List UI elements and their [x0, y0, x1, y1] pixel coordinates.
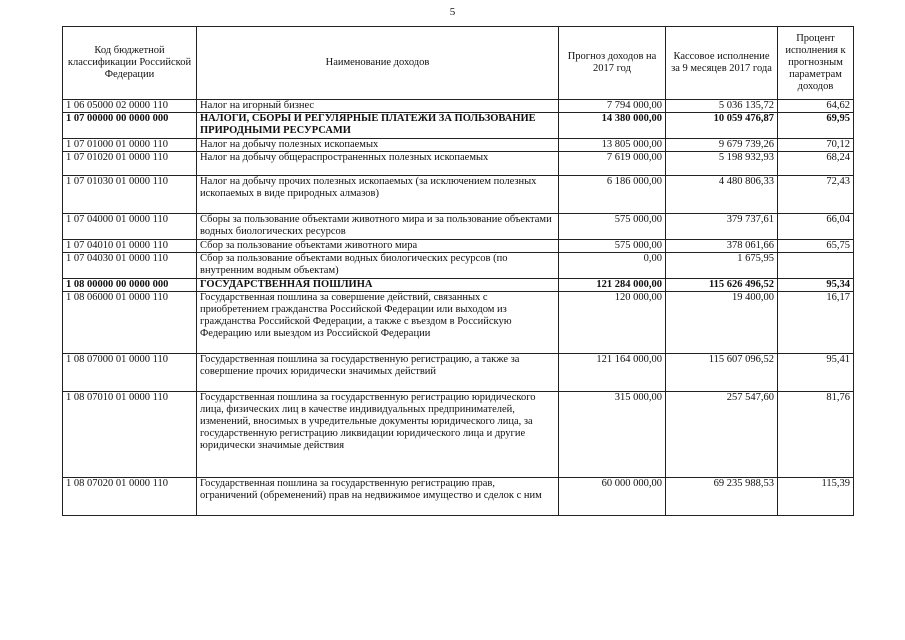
row-percent: 69,95: [778, 113, 854, 139]
row-code: 1 08 07010 01 0000 110: [63, 392, 197, 478]
row-code: 1 07 04030 01 0000 110: [63, 253, 197, 279]
row-percent: 70,12: [778, 139, 854, 152]
row-percent: 65,75: [778, 240, 854, 253]
row-code: 1 06 05000 02 0000 110: [63, 100, 197, 113]
table-header-row: [63, 27, 854, 100]
table-row: [63, 354, 854, 392]
row-name: Сборы за пользование объектами животного мира и за пользование объектами водных биологических ресурсов: [197, 214, 559, 240]
row-percent: 66,04: [778, 214, 854, 240]
row-execution: 19 400,00: [666, 292, 778, 354]
table-row: [63, 478, 854, 516]
row-percent: 64,62: [778, 100, 854, 113]
row-name: Государственная пошлина за государственную регистрацию юридического лица, физических лиц в качестве индивидуальных предпринимателей, изменений, вносимых в учредительные документы юридического лица, за государственную регистрацию ликвидации юридического лица и другие юридически значимые действия: [197, 392, 559, 478]
row-forecast: 121 164 000,00: [559, 354, 666, 392]
row-code: 1 08 07000 01 0000 110: [63, 354, 197, 392]
page-number: 5: [449, 6, 456, 18]
row-percent: 81,76: [778, 392, 854, 478]
header-code: Код бюджетной классификации Российской Федерации: [63, 27, 197, 100]
row-code: 1 08 07020 01 0000 110: [63, 478, 197, 516]
row-code: 1 07 01000 01 0000 110: [63, 139, 197, 152]
row-forecast: 7 619 000,00: [559, 152, 666, 176]
table-row: [63, 214, 854, 240]
row-forecast: 121 284 000,00: [559, 279, 666, 292]
row-code: 1 07 01030 01 0000 110: [63, 176, 197, 214]
row-forecast: 7 794 000,00: [559, 100, 666, 113]
row-execution: 5 198 932,93: [666, 152, 778, 176]
row-execution: 1 675,95: [666, 253, 778, 279]
row-name: Налог на игорный бизнес: [197, 100, 559, 113]
table-row: [63, 253, 854, 279]
row-percent: [778, 253, 854, 279]
row-percent: 16,17: [778, 292, 854, 354]
row-percent: 95,34: [778, 279, 854, 292]
row-name: НАЛОГИ, СБОРЫ И РЕГУЛЯРНЫЕ ПЛАТЕЖИ ЗА ПОЛЬЗОВАНИЕ ПРИРОДНЫМИ РЕСУРСАМИ: [197, 113, 559, 139]
table-row: [63, 279, 854, 292]
table-row: [63, 392, 854, 478]
table-row: [63, 100, 854, 113]
row-code: 1 07 04010 01 0000 110: [63, 240, 197, 253]
row-name: Налог на добычу прочих полезных ископаемых (за исключением полезных ископаемых в виде природных алмазов): [197, 176, 559, 214]
row-execution: 257 547,60: [666, 392, 778, 478]
row-percent: 68,24: [778, 152, 854, 176]
row-forecast: 120 000,00: [559, 292, 666, 354]
row-code: 1 07 04000 01 0000 110: [63, 214, 197, 240]
row-code: 1 08 06000 01 0000 110: [63, 292, 197, 354]
table-body: [63, 100, 854, 516]
row-percent: 95,41: [778, 354, 854, 392]
row-forecast: 315 000,00: [559, 392, 666, 478]
header-forecast: Прогноз доходов на 2017 год: [559, 27, 666, 100]
header-execution: Кассовое исполнение за 9 месяцев 2017 года: [666, 27, 778, 100]
row-percent: 115,39: [778, 478, 854, 516]
table-row: [63, 240, 854, 253]
row-forecast: 575 000,00: [559, 214, 666, 240]
header-percent: Процент исполнения к прогнозным параметрам доходов: [778, 27, 854, 100]
row-execution: 4 480 806,33: [666, 176, 778, 214]
row-forecast: 575 000,00: [559, 240, 666, 253]
row-name: Государственная пошлина за государственную регистрацию, а также за совершение прочих юридически значимых действий: [197, 354, 559, 392]
row-name: Сбор за пользование объектами водных биологических ресурсов (по внутренним водным объектам): [197, 253, 559, 279]
row-percent: 72,43: [778, 176, 854, 214]
row-name: Налог на добычу общераспространенных полезных ископаемых: [197, 152, 559, 176]
row-code: 1 07 00000 00 0000 000: [63, 113, 197, 139]
header-name: Наименование доходов: [197, 27, 559, 100]
table-row: [63, 152, 854, 176]
table-row: [63, 139, 854, 152]
row-execution: 69 235 988,53: [666, 478, 778, 516]
row-forecast: 6 186 000,00: [559, 176, 666, 214]
row-name: Государственная пошлина за государственную регистрацию прав, ограничений (обременений) прав на недвижимое имущество и сделок с ним: [197, 478, 559, 516]
row-code: 1 08 00000 00 0000 000: [63, 279, 197, 292]
row-execution: 378 061,66: [666, 240, 778, 253]
revenue-table: [62, 26, 854, 516]
row-name: Государственная пошлина за совершение действий, связанных с приобретением гражданства Российской Федерации или выходом из гражданства Российской Федерации, а также с въездом в Российскую Федерацию или выездом из Российской Федерации: [197, 292, 559, 354]
table-row: [63, 113, 854, 139]
row-execution: 5 036 135,72: [666, 100, 778, 113]
row-execution: 379 737,61: [666, 214, 778, 240]
row-forecast: 60 000 000,00: [559, 478, 666, 516]
row-forecast: 0,00: [559, 253, 666, 279]
row-execution: 10 059 476,87: [666, 113, 778, 139]
row-name: Сбор за пользование объектами животного мира: [197, 240, 559, 253]
row-name: Налог на добычу полезных ископаемых: [197, 139, 559, 152]
row-forecast: 13 805 000,00: [559, 139, 666, 152]
table-row: [63, 176, 854, 214]
row-name: ГОСУДАРСТВЕННАЯ ПОШЛИНА: [197, 279, 559, 292]
row-execution: 115 626 496,52: [666, 279, 778, 292]
row-forecast: 14 380 000,00: [559, 113, 666, 139]
row-execution: 115 607 096,52: [666, 354, 778, 392]
row-code: 1 07 01020 01 0000 110: [63, 152, 197, 176]
row-execution: 9 679 739,26: [666, 139, 778, 152]
table-row: [63, 292, 854, 354]
